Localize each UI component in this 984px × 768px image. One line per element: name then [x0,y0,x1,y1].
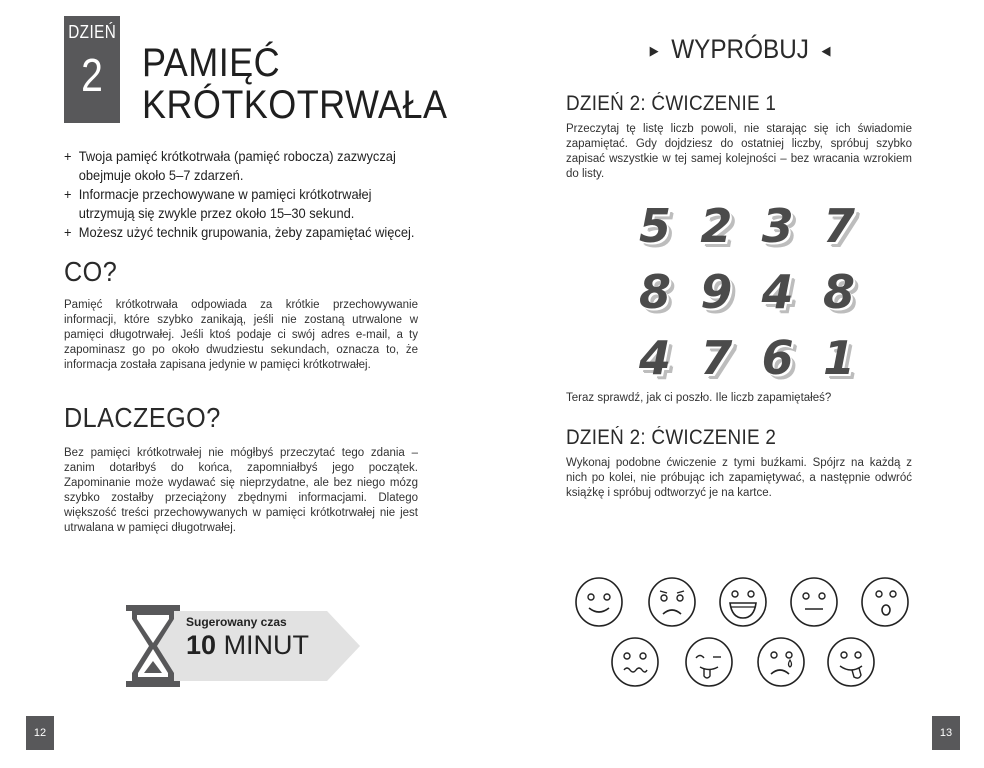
digit: 8 [822,265,855,319]
neutral-face-icon [789,576,839,628]
digit: 7 [822,199,855,253]
digit: 5 [638,199,671,253]
digit: 2 [700,199,733,253]
page-title [142,42,447,126]
digit: 8 [638,265,671,319]
facts-list [64,147,444,242]
day-number: 2 [81,49,103,101]
plus-icon: + [64,148,72,164]
why-heading: DLACZEGO? [64,402,221,433]
grin-face-icon [718,576,768,628]
day-label: DZIEŃ [68,22,117,42]
triangle-left-icon: ◀ [821,42,831,58]
tongue-out-face-icon [826,636,876,688]
try-heading-text: WYPRÓBUJ [671,34,809,64]
timer-unit: MINUT [223,630,310,660]
what-heading: CO? [64,256,118,287]
frown-face-icon [647,576,697,628]
title-line-2: KRÓTKOTRWAŁA [142,83,448,127]
check-text: Teraz sprawdź, jak ci poszło. Ile liczb zapamiętałeś? [566,392,832,404]
page-number-left: 12 [26,716,54,750]
try-heading [637,34,835,65]
exercise-2-text: Wykonaj podobne ćwiczenie z tymi buźkami. Spójrz na każdą z nich po kolei, nie próbując ich zapamiętywać, a następnie odwróć książkę i spróbuj odtworzyć je na kartce. [566,457,912,499]
what-paragraph: Pamięć krótkotrwała odpowiada za krótkie przechowywanie informacji, które szybko zanikają, jeśli nie zostaną utrwalone w pamięci długotrwałej. Jeśli ktoś podaje ci swój adres e-mail, a ty zapominasz go po około dwudziestu sekundach, oznacza to, że informacja została zapisana jedynie w pamięci krótkotrwałej. [64,299,418,371]
why-paragraph: Bez pamięci krótkotrwałej nie mógłbyś przeczytać tego zdania – zanim dotarłbyś do końca, zapomniałbyś jego początek. Zapominanie może wydawać się nieprzydatne, ale bez niego mózg szybko zostałby przeciążony zbędnymi informacjami. Dlatego większość treści przechowywanych w pamięci krótkotrwałej nie jest utrwalana w pamięci długotrwałej. [64,447,418,534]
exercise-1-heading: DZIEŃ 2: ĆWICZENIE 1 [566,92,777,115]
fact-line: Możesz użyć technik grupowania, żeby zapamiętać więcej. [78,224,415,240]
digit: 1 [822,331,855,385]
digit: 3 [761,199,794,253]
fact-item [64,147,456,185]
title-line-1: PAMIĘĆ [142,41,281,85]
digit-row [632,330,862,396]
exercise-1-text: Przeczytaj tę listę liczb powoli, nie starając się ich świadomie zapamiętać. Gdy dojdziesz do ostatniej liczby, spróbuj szybko zapisać wszystkie w tej samej kolejności – bez wracania wzrokiem do listy. [566,123,912,180]
suggested-time-badge [124,603,364,689]
fact-line: Informacje przechowywane w pamięci krótkotrwałej [78,186,372,202]
right-page [492,0,984,768]
timer-number: 10 [186,630,217,660]
hourglass-icon [124,603,182,689]
fact-line: Twoja pamięć krótkotrwała (pamięć robocza) zazwyczaj [78,148,396,164]
timer-label: Sugerowany czas [186,615,287,629]
digit: 4 [638,331,671,385]
fact-line: obejmuje około 5–7 zdarzeń. [78,167,244,183]
digit-row [632,264,862,330]
digit: 9 [700,265,733,319]
surprised-face-icon [860,576,910,628]
wink-tongue-face-icon [684,636,734,688]
triangle-right-icon: ▶ [649,42,659,58]
digit: 4 [761,265,794,319]
page-number-right: 13 [932,716,960,750]
digit: 7 [700,331,733,385]
digit-grid [632,198,862,396]
digit: 6 [761,331,794,385]
smile-face-icon [574,576,624,628]
crying-face-icon [756,636,806,688]
fact-item [64,223,456,242]
digit-row [632,198,862,264]
timer-value [186,630,309,661]
fact-item [64,185,456,223]
wavy-mouth-face-icon [610,636,660,688]
plus-icon: + [64,224,72,240]
exercise-2-heading: DZIEŃ 2: ĆWICZENIE 2 [566,426,777,449]
plus-icon: + [64,186,72,202]
day-badge [64,16,120,123]
fact-line: utrzymują się zwykle przez około 15–30 sekund. [78,205,355,221]
